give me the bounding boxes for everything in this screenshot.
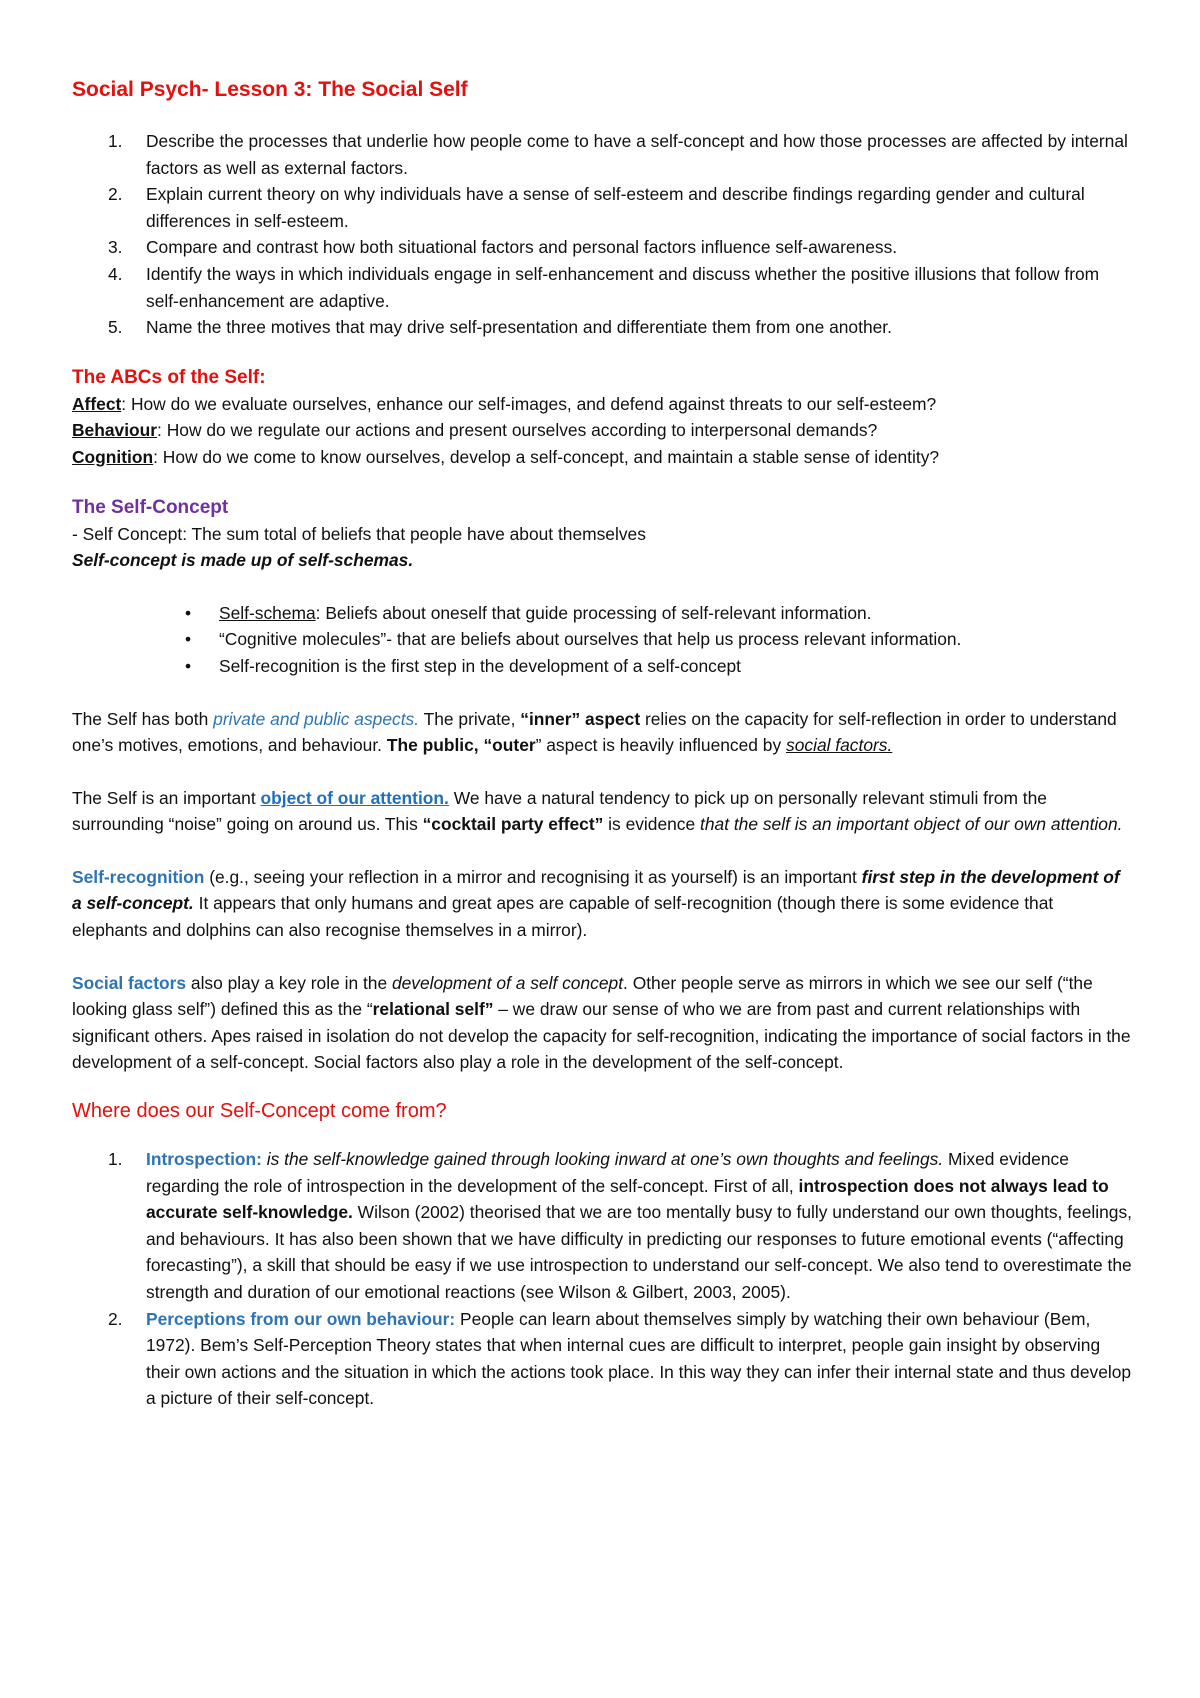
social-factors-phrase: social factors. — [786, 735, 893, 756]
cognition-term: Cognition — [72, 446, 154, 467]
list-number: 3. — [108, 237, 123, 258]
self-schema-term: Self-schema — [219, 602, 316, 623]
page-title: Social Psych- Lesson 3: The Social Self — [72, 78, 468, 101]
text-run: The Self is an important — [72, 787, 261, 808]
where-list — [72, 1146, 1132, 1412]
relational-self-phrase: relational self” — [372, 999, 494, 1020]
list-item — [72, 261, 1132, 314]
text-run: The Self has both — [72, 708, 214, 729]
list-number: 1. — [108, 131, 123, 151]
private-public-paragraph — [72, 706, 1132, 759]
object-of-attention-link[interactable]: object of our attention. — [260, 787, 449, 808]
list-item — [72, 234, 1132, 261]
objective-text: Explain current theory on why individuals have a sense of self-esteem and describe findings regarding gender and cultural differences in self-esteem. — [146, 184, 1085, 231]
bullet-text: : Beliefs about oneself that guide processing of self-relevant information. — [315, 602, 872, 623]
made-of-text: Self-concept is made up of self-schemas. — [72, 550, 414, 571]
list-item — [72, 600, 1132, 627]
list-number: 2. — [108, 184, 123, 205]
introspection-term: Introspection: — [146, 1149, 262, 1170]
behaviour-line — [72, 417, 1132, 444]
document-page — [72, 76, 1132, 1412]
cognition-text: : How do we come to know ourselves, develop a self-concept, and maintain a stable sense of identity? — [153, 446, 940, 467]
outer-aspect-phrase: The public, “outer — [386, 735, 536, 756]
bullet-text: Self-recognition is the first step in the development of a self-concept — [219, 655, 741, 676]
text-run: is evidence — [603, 814, 701, 835]
private-public-phrase: private and public aspects. — [213, 708, 420, 729]
list-item — [72, 653, 1132, 680]
affect-term: Affect — [72, 393, 122, 414]
list-item — [72, 314, 1132, 341]
affect-text: : How do we evaluate ourselves, enhance our self-images, and defend against threats to our self-esteem? — [121, 393, 937, 414]
list-item — [72, 1146, 1132, 1306]
bullet-text: “Cognitive molecules”- that are beliefs about ourselves that help us process relevant information. — [219, 629, 962, 650]
affect-line — [72, 391, 1132, 418]
text-run: The private, — [419, 708, 521, 729]
text-run: relies on the capacity for self-reflection in order to understand one’s motives, emotions, and behaviour. — [72, 708, 1117, 756]
self-concept-made-of — [72, 547, 1132, 574]
bullet-icon: • — [185, 602, 192, 623]
objective-text: Identify the ways in which individuals engage in self-enhancement and discuss whether the positive illusions that follow from self-enhancement are adaptive. — [146, 263, 1100, 311]
attention-italic-phrase: that the self is an important object of our own attention. — [700, 814, 1123, 835]
self-concept-definition: - Self Concept: The sum total of beliefs that people have about themselves — [72, 523, 646, 544]
development-phrase: development of a self concept — [391, 972, 624, 993]
text-run: also play a key role in the — [186, 972, 392, 993]
list-item — [72, 128, 1132, 181]
objectives-list — [72, 128, 1132, 341]
objective-text: Describe the processes that underlie how people come to have a self-concept and how those processes are affected by internal factors as well as external factors. — [146, 131, 1128, 178]
inner-aspect-phrase: “inner” aspect — [520, 708, 641, 729]
behaviour-term: Behaviour — [72, 420, 158, 441]
behaviour-text: : How do we regulate our actions and present ourselves according to interpersonal demands? — [157, 420, 878, 441]
text-run: – we draw our sense of who we are from past and current relationships with significant others. Apes raised in isolation do not develop the capacity for self-recognition, indicating the importance of social factors in the development of a self-concept. Social factors also play a role in the development of the self-concept. — [72, 999, 1131, 1073]
text-run: ” aspect is heavily influenced by — [535, 735, 787, 756]
list-item — [72, 1306, 1132, 1412]
list-number: 4. — [108, 263, 123, 284]
list-number: 5. — [108, 317, 123, 338]
text-run: (e.g., seeing your reflection in a mirror and recognising it as yourself) is an important — [204, 866, 862, 887]
self-schema-list — [72, 600, 1132, 680]
text-run: . Other people serve as mirrors in which we see our self (“the looking glass self”) defined this as the “ — [72, 972, 1093, 1020]
cocktail-party-phrase: “cocktail party effect” — [422, 814, 604, 835]
objective-text: Compare and contrast how both situational factors and personal factors influence self-awareness. — [146, 237, 898, 258]
list-number: 2. — [108, 1308, 123, 1329]
self-recognition-term: Self-recognition — [72, 866, 205, 887]
introspection-definition: is the self-knowledge gained through looking inward at one’s own thoughts and feelings. — [261, 1149, 944, 1170]
bullet-icon: • — [185, 629, 192, 650]
self-recognition-paragraph — [72, 864, 1132, 944]
where-heading: Where does our Self-Concept come from? — [72, 1100, 447, 1123]
first-step-phrase: first step in the development of a self-concept. — [72, 866, 1120, 914]
text-run: Mixed evidence regarding the role of introspection in the development of the self-concept. First of all, — [146, 1149, 1069, 1196]
perceptions-term: Perceptions from our own behaviour: — [146, 1308, 456, 1329]
text-run: It appears that only humans and great apes are capable of self-recognition (though there is some evidence that elephants and dolphins can also recognise themselves in a mirror). — [72, 893, 1054, 941]
text-run: Wilson (2002) theorised that we are too mentally busy to fully understand our own thoughts, feelings, and behaviours. It has also been shown that we have difficulty in predicting our responses to future emotional events (“affecting forecasting”), a skill that should be easy if we use introspection to understand our self-concept. We also tend to overestimate the strength and duration of our emotional reactions (see Wilson & Gilbert, 2003, 2005). — [146, 1202, 1132, 1302]
attention-paragraph — [72, 785, 1132, 838]
text-run: We have a natural tendency to pick up on personally relevant stimuli from the surrounding “noise” going on around us. This — [72, 787, 1047, 835]
social-factors-term: Social factors — [72, 972, 187, 993]
introspection-bold-phrase: introspection does not always lead to accurate self-knowledge. — [146, 1175, 1109, 1223]
list-item — [72, 626, 1132, 653]
objective-text: Name the three motives that may drive self-presentation and differentiate them from one another. — [146, 317, 892, 338]
self-concept-heading: The Self-Concept — [72, 496, 229, 518]
list-item — [72, 181, 1132, 234]
list-number: 1. — [108, 1149, 123, 1170]
social-factors-paragraph — [72, 970, 1132, 1076]
bullet-icon: • — [185, 655, 192, 676]
cognition-line — [72, 444, 1132, 471]
abcs-heading: The ABCs of the Self: — [72, 366, 266, 388]
text-run: People can learn about themselves simply by watching their own behaviour (Bem, 1972). Bem’s Self-Perception Theory states that when internal cues are difficult to interpret, people gain insight by observing their own actions and the situation in which the actions took place. In this way they can infer their internal state and thus develop a picture of their self-concept. — [146, 1308, 1132, 1409]
